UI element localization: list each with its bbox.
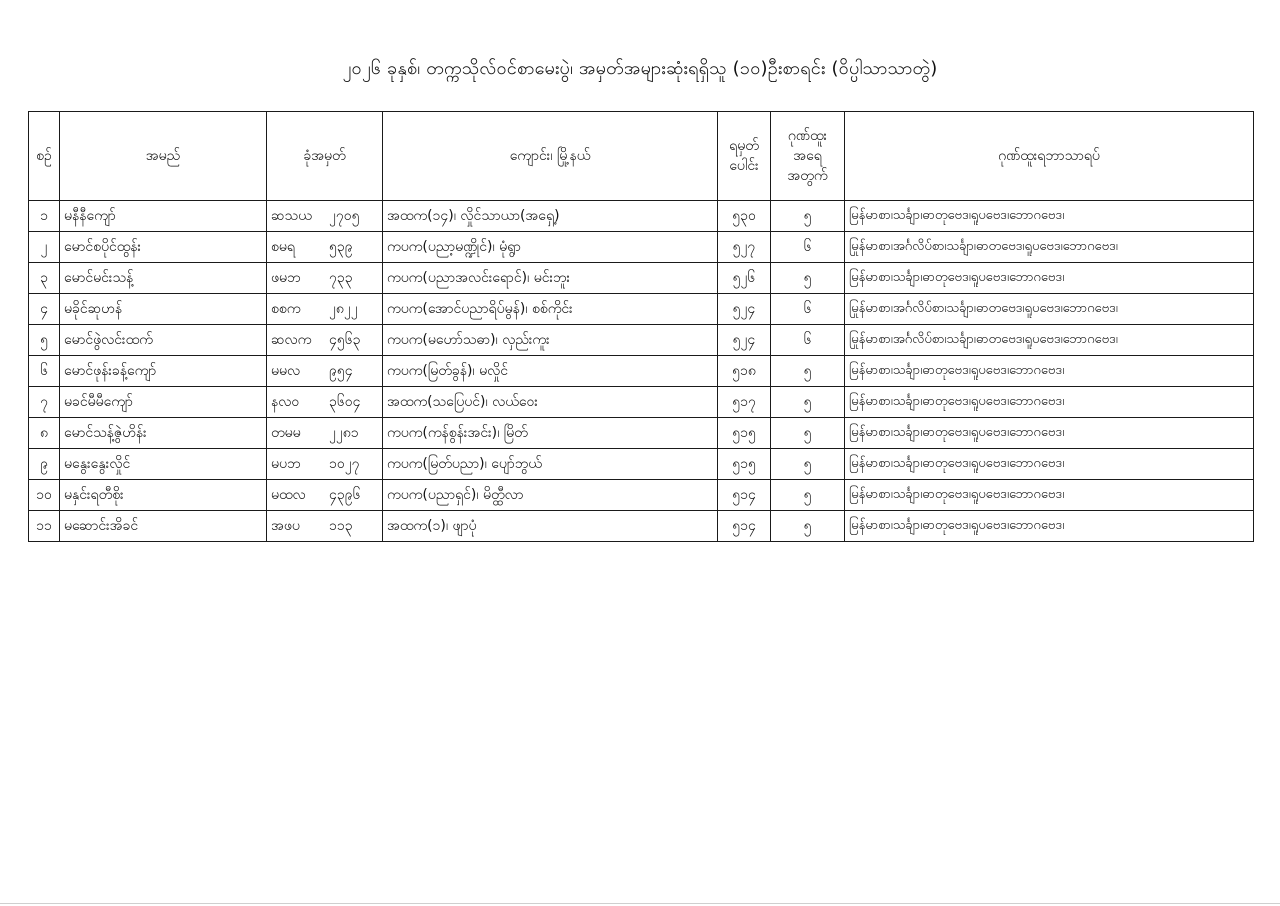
table-row xyxy=(29,325,1254,356)
header-row xyxy=(29,112,1254,201)
school-township: ကပက(အောင်ပညာရိပ်မွန်)၊ စစ်ကိုင်း xyxy=(383,294,718,325)
roll-number xyxy=(267,201,383,232)
school-township: ကပက(ပညာရှင်)၊ မိတ္ထီလာ xyxy=(383,480,718,511)
table-row xyxy=(29,449,1254,480)
roll-number xyxy=(267,511,383,542)
distinction-subjects: မြန်မာစာ၊သင်္ချာ၊ဓာတုဗေဒ၊ရူပဗေဒ၊ဘောဂဗေဒ၊ xyxy=(845,418,1254,449)
roll-number xyxy=(267,480,383,511)
distinction-subjects: မြန်မာစာ၊သင်္ချာ၊ဓာတုဗေဒ၊ရူပဗေဒ၊ဘောဂဗေဒ၊ xyxy=(845,263,1254,294)
school-township: ကပက(မဟော်သဓာ)၊ လှည်းကူး xyxy=(383,325,718,356)
header-roll: ခုံအမှတ် xyxy=(267,112,383,201)
distinction-count: ၅ xyxy=(771,418,845,449)
table-row xyxy=(29,356,1254,387)
total-marks: ၅၁၄ xyxy=(718,511,771,542)
row-number: ၁၁ xyxy=(29,511,60,542)
roll-digits: ၇၃၃ xyxy=(329,269,353,286)
roll-number xyxy=(267,387,383,418)
roll-digits: ၅၃၉ xyxy=(329,238,353,255)
distinction-count: ၅ xyxy=(771,356,845,387)
total-marks: ၅၁၅ xyxy=(718,418,771,449)
header-no: စဉ် xyxy=(29,112,60,201)
distinction-count: ၅ xyxy=(771,449,845,480)
distinction-subjects: မြန်မာစာ၊သင်္ချာ၊ဓာတုဗေဒ၊ရူပဗေဒ၊ဘောဂဗေဒ၊ xyxy=(845,449,1254,480)
roll-digits: ၄၃၉၆ xyxy=(329,486,361,503)
total-marks: ၅၁၅ xyxy=(718,449,771,480)
distinction-count: ၅ xyxy=(771,263,845,294)
roll-number xyxy=(267,418,383,449)
roll-digits: ၁၀၂၇ xyxy=(329,455,360,472)
roll-prefix: ဆလက xyxy=(271,331,312,348)
student-name: မနွေးနွေးလှိုင် xyxy=(60,449,267,480)
table-row xyxy=(29,480,1254,511)
roll-digits: ၉၅၄ xyxy=(329,362,353,379)
page-title: ၂၀၂၆ ခုနှစ်၊ တက္ကသိုလ်ဝင်စာမေးပွဲ၊ အမှတ်အများဆုံးရရှိသူ (၁၀)ဦးစာရင်း (ဝိပ္ပါသာသာတွဲ) xyxy=(342,58,938,79)
roll-number xyxy=(267,294,383,325)
student-name: မနီနီကျော် xyxy=(60,201,267,232)
table-row xyxy=(29,387,1254,418)
distinction-subjects: မြန်မာစာ၊အင်္ဂလိပ်စာ၊သင်္ချာ၊ဓာတုဗေဒ၊ရူပဗေဒ၊ဘောဂဗေဒ၊ xyxy=(845,232,1254,263)
total-marks: ၅၁၈ xyxy=(718,356,771,387)
school-township: ကပက(မြတ်ခွန်)၊ မလှိုင် xyxy=(383,356,718,387)
student-name: မောင်စပိုင်ထွန်း xyxy=(60,232,267,263)
roll-prefix: ဆသယ xyxy=(271,207,312,224)
roll-prefix: စမရ xyxy=(271,238,295,255)
roll-digits: ၂၇၀၅ xyxy=(329,207,360,224)
student-name: မနှင်းရတီစိုး xyxy=(60,480,267,511)
table-row xyxy=(29,511,1254,542)
distinction-count: ၅ xyxy=(771,387,845,418)
distinction-count: ၆ xyxy=(771,325,845,356)
roll-prefix: တမမ xyxy=(271,424,301,441)
roll-number xyxy=(267,263,383,294)
table-row xyxy=(29,232,1254,263)
student-name: မောင်သန့်ဇွဲဟိန်း xyxy=(60,418,267,449)
student-name: မောင်ဖွဲလင်းထက် xyxy=(60,325,267,356)
roll-prefix: အဖပ xyxy=(271,517,300,534)
distinction-subjects: မြန်မာစာ၊သင်္ချာ၊ဓာတုဗေဒ၊ရူပဗေဒ၊ဘောဂဗေဒ၊ xyxy=(845,387,1254,418)
table-row xyxy=(29,294,1254,325)
student-name: မခင်မီမီကျော် xyxy=(60,387,267,418)
distinction-subjects: မြန်မာစာ၊အင်္ဂလိပ်စာ၊သင်္ချာ၊ဓာတုဗေဒ၊ရူပဗေဒ၊ဘောဂဗေဒ၊ xyxy=(845,294,1254,325)
school-township: ကပက(ပညာ့မဏ္ဍိုင်)၊ မုံရွာ xyxy=(383,232,718,263)
row-number: ၄ xyxy=(29,294,60,325)
roll-prefix: မထလ xyxy=(271,486,306,503)
distinction-count: ၅ xyxy=(771,201,845,232)
roll-digits: ၂၂၈၁ xyxy=(329,424,359,441)
row-number: ၈ xyxy=(29,418,60,449)
distinction-count: ၅ xyxy=(771,511,845,542)
student-name: မဆောင်းအိခင် xyxy=(60,511,267,542)
total-marks: ၅၂၄ xyxy=(718,294,771,325)
distinction-count: ၆ xyxy=(771,232,845,263)
school-township: ကပက(ကန်စွန်းအင်း)၊ မြိတ် xyxy=(383,418,718,449)
row-number: ၃ xyxy=(29,263,60,294)
total-marks: ၅၂၇ xyxy=(718,232,771,263)
row-number: ၁၀ xyxy=(29,480,60,511)
header-marks: ရမှတ် ပေါင်း xyxy=(718,112,771,201)
student-name: မောင်ဖုန်းခန့်ကျော် xyxy=(60,356,267,387)
total-marks: ၅၂၄ xyxy=(718,325,771,356)
header-name: အမည် xyxy=(60,112,267,201)
distinction-count: ၅ xyxy=(771,480,845,511)
distinction-subjects: မြန်မာစာ၊သင်္ချာ၊ဓာတုဗေဒ၊ရူပဗေဒ၊ဘောဂဗေဒ၊ xyxy=(845,480,1254,511)
roll-number xyxy=(267,449,383,480)
roll-prefix: စစက xyxy=(271,300,301,317)
school-township: အထက(သပြေပင်)၊ လယ်ဝေး xyxy=(383,387,718,418)
page-bottom-divider xyxy=(0,903,1280,904)
row-number: ၆ xyxy=(29,356,60,387)
roll-number xyxy=(267,356,383,387)
roll-digits: ၄၅၆၃ xyxy=(329,331,361,348)
table-row xyxy=(29,418,1254,449)
header-distinctions: ဂုဏ်ထူး အရေ အတွက် xyxy=(771,112,845,201)
student-name: မခိုင်ဆုဟန် xyxy=(60,294,267,325)
table-row xyxy=(29,263,1254,294)
row-number: ၉ xyxy=(29,449,60,480)
row-number: ၂ xyxy=(29,232,60,263)
roll-prefix: နလဝ xyxy=(271,393,300,410)
row-number: ၁ xyxy=(29,201,60,232)
distinction-subjects: မြန်မာစာ၊သင်္ချာ၊ဓာတုဗေဒ၊ရူပဗေဒ၊ဘောဂဗေဒ၊ xyxy=(845,511,1254,542)
row-number: ၇ xyxy=(29,387,60,418)
school-township: အထက(၁)၊ ဖျာပုံ xyxy=(383,511,718,542)
distinction-count: ၆ xyxy=(771,294,845,325)
roll-digits: ၁၁၃ xyxy=(329,517,353,534)
student-name: မောင်မင်းသန့် xyxy=(60,263,267,294)
row-number: ၅ xyxy=(29,325,60,356)
school-township: ကပက(မြတ်ပညာ)၊ ပျော်ဘွယ် xyxy=(383,449,718,480)
school-township: ကပက(ပညာအလင်းရောင်)၊ မင်းဘူး xyxy=(383,263,718,294)
roll-number xyxy=(267,232,383,263)
table-row xyxy=(29,201,1254,232)
results-table xyxy=(28,111,1254,542)
distinction-subjects: မြန်မာစာ၊သင်္ချာ၊ဓာတုဗေဒ၊ရူပဗေဒ၊ဘောဂဗေဒ၊ xyxy=(845,356,1254,387)
total-marks: ၅၁၄ xyxy=(718,480,771,511)
roll-prefix: ဖမဘ xyxy=(271,269,301,286)
roll-digits: ၃၆၀၄ xyxy=(329,393,361,410)
roll-number xyxy=(267,325,383,356)
header-subjects: ဂုဏ်ထူးရဘာသာရပ် xyxy=(845,112,1254,201)
roll-prefix: မပဘ xyxy=(271,455,301,472)
roll-prefix: မမလ xyxy=(271,362,301,379)
distinction-subjects: မြန်မာစာ၊သင်္ချာ၊ဓာတုဗေဒ၊ရူပဗေဒ၊ဘောဂဗေဒ၊ xyxy=(845,201,1254,232)
total-marks: ၅၂၆ xyxy=(718,263,771,294)
total-marks: ၅၃၀ xyxy=(718,201,771,232)
distinction-subjects: မြန်မာစာ၊အင်္ဂလိပ်စာ၊သင်္ချာ၊ဓာတုဗေဒ၊ရူပဗေဒ၊ဘောဂဗေဒ၊ xyxy=(845,325,1254,356)
total-marks: ၅၁၇ xyxy=(718,387,771,418)
header-school: ကျောင်း၊ မြို့နယ် xyxy=(383,112,718,201)
roll-digits: ၂၈၂၂ xyxy=(329,300,358,317)
school-township: အထက(၁၄)၊ လှိုင်သာယာ(အရှေ့) xyxy=(383,201,718,232)
